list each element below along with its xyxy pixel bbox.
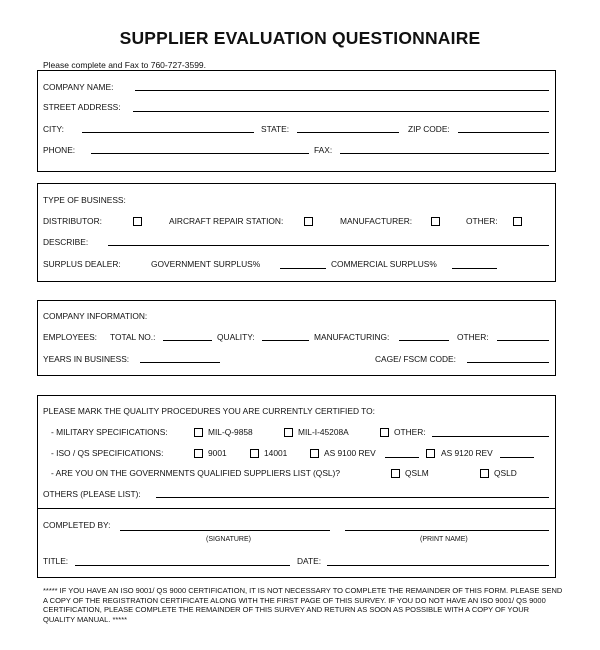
years-in-business-field[interactable] [140,362,220,363]
state-field[interactable] [297,132,399,133]
title-label: TITLE: [43,556,69,566]
state-label: STATE: [261,124,290,134]
cage-fscm-field[interactable] [467,362,549,363]
signature-caption: (SIGNATURE) [206,536,251,543]
signature-field[interactable] [120,530,330,531]
page-title: SUPPLIER EVALUATION QUESTIONNAIRE [119,28,481,48]
total-no-label: TOTAL NO.: [110,332,156,342]
cage-fscm-label: CAGE/ FSCM CODE: [375,354,456,364]
iso-14001-checkbox[interactable] [250,449,259,458]
military-spec-label: - MILITARY SPECIFICATIONS: [51,427,168,437]
as9100-label: AS 9100 REV [324,448,376,458]
qslm-checkbox[interactable] [391,469,400,478]
business-other-label: OTHER: [466,216,498,226]
print-name-field[interactable] [345,530,549,531]
qsl-question-label: - ARE YOU ON THE GOVERNMENTS QUALIFIED SUPPLIERS LIST (QSL)? [51,468,341,478]
as9120-checkbox[interactable] [426,449,435,458]
aircraft-repair-label: AIRCRAFT REPAIR STATION: [169,216,284,226]
quality-heading: PLEASE MARK THE QUALITY PROCEDURES YOU ARE CURRENTLY CERTIFIED TO: [43,406,375,416]
employees-label: EMPLOYEES: [43,332,97,342]
city-field[interactable] [82,132,254,133]
fax-field[interactable] [340,153,549,154]
manufacturing-label: MANUFACTURING: [314,332,390,342]
completed-by-label: COMPLETED BY: [43,520,111,530]
as9120-label: AS 9120 REV [441,448,493,458]
employees-other-field[interactable] [497,340,549,341]
company-name-field[interactable] [135,90,549,91]
fax-label: FAX: [314,145,333,155]
distributor-checkbox[interactable] [133,217,142,226]
street-address-label: STREET ADDRESS: [43,102,121,112]
others-list-field[interactable] [156,497,549,498]
years-in-business-label: YEARS IN BUSINESS: [43,354,130,364]
military-other-checkbox[interactable] [380,428,389,437]
as9100-rev-field[interactable] [385,457,419,458]
qsld-checkbox[interactable] [480,469,489,478]
date-field[interactable] [327,565,549,566]
city-label: CITY: [43,124,64,134]
government-surplus-field[interactable] [280,268,326,269]
qsld-label: QSLD [494,468,517,478]
iso-9001-label: 9001 [208,448,227,458]
company-info-heading: COMPANY INFORMATION: [43,311,148,321]
date-label: DATE: [297,556,322,566]
quality-section [37,395,556,578]
describe-label: DESCRIBE: [43,237,89,247]
aircraft-repair-checkbox[interactable] [304,217,313,226]
quality-employees-field[interactable] [262,340,309,341]
as9100-checkbox[interactable] [310,449,319,458]
zip-code-label: ZIP CODE: [408,124,450,134]
iso-qs-spec-label: - ISO / QS SPECIFICATIONS: [51,448,164,458]
footer-note: ***** IF YOU HAVE AN ISO 9001/ QS 9000 CERTIFICATION, IT IS NOT NECESSARY TO COMPLETE THE REMAINDER OF THIS FORM. PLEASE SEND A COPY OF THE REGISTRATION CERTIFICATE ALONG WITH THE FIRST PAGE OF THIS SURVEY. IF YOU DO NOT HAVE AN ISO 9001/ QS 9000 CERTIFICATION, PLEASE COMPLETE THE REMAINDER OF THIS SURVEY AND RETURN AS SOON AS POSSIBLE WITH A COPY OF YOUR QUALITY MANUAL. ***** [43,586,563,624]
mil-q-9858-checkbox[interactable] [194,428,203,437]
section-divider [37,508,556,509]
contact-section [37,70,556,172]
mil-q-9858-label: MIL-Q-9858 [208,427,253,437]
others-list-label: OTHERS (PLEASE LIST): [43,489,141,499]
iso-9001-checkbox[interactable] [194,449,203,458]
commercial-surplus-label: COMMERCIAL SURPLUS% [331,259,437,269]
manufacturer-label: MANUFACTURER: [340,216,413,226]
military-other-label: OTHER: [394,427,426,437]
zip-code-field[interactable] [458,132,549,133]
commercial-surplus-field[interactable] [452,268,497,269]
distributor-label: DISTRIBUTOR: [43,216,102,226]
mil-i-45208a-label: MIL-I-45208A [298,427,349,437]
employees-other-label: OTHER: [457,332,489,342]
as9120-rev-field[interactable] [500,457,534,458]
street-address-field[interactable] [133,111,549,112]
qslm-label: QSLM [405,468,429,478]
company-name-label: COMPANY NAME: [43,82,114,92]
quality-employees-label: QUALITY: [217,332,255,342]
print-name-caption: (PRINT NAME) [420,536,468,543]
fax-instruction: Please complete and Fax to 760-727-3599. [43,60,207,70]
title-field[interactable] [75,565,290,566]
total-no-field[interactable] [163,340,212,341]
manufacturing-field[interactable] [399,340,449,341]
business-other-checkbox[interactable] [513,217,522,226]
military-other-field[interactable] [432,436,549,437]
iso-14001-label: 14001 [264,448,288,458]
type-of-business-label: TYPE OF BUSINESS: [43,195,126,205]
mil-i-45208a-checkbox[interactable] [284,428,293,437]
describe-field[interactable] [108,245,549,246]
manufacturer-checkbox[interactable] [431,217,440,226]
government-surplus-label: GOVERNMENT SURPLUS% [151,259,261,269]
phone-field[interactable] [91,153,309,154]
phone-label: PHONE: [43,145,76,155]
surplus-dealer-label: SURPLUS DEALER: [43,259,121,269]
